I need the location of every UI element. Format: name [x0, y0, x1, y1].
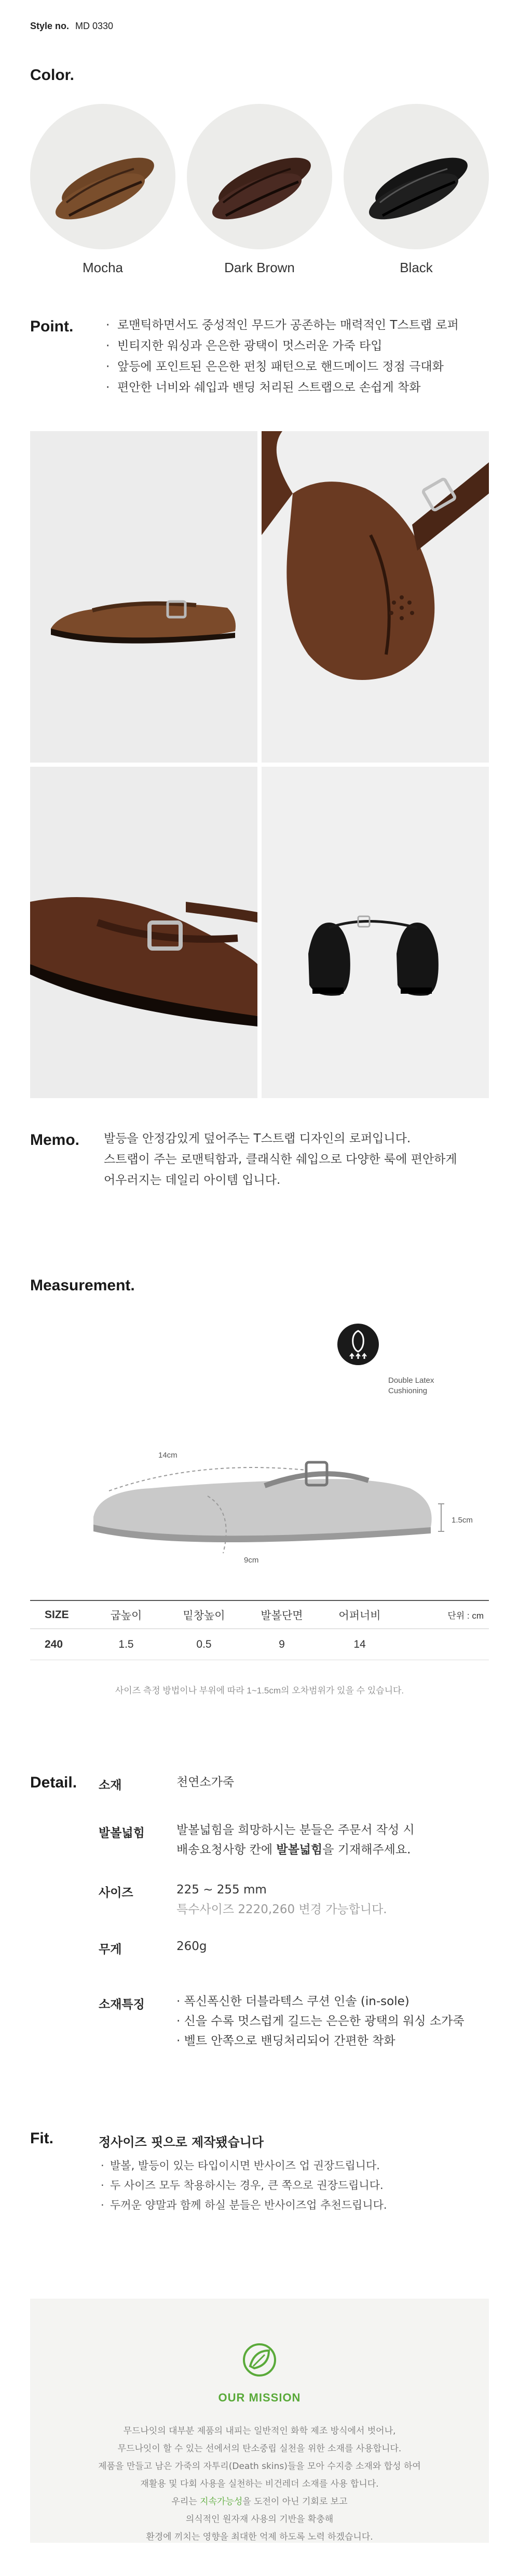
cell-sole-height: 0.5 — [196, 1638, 212, 1650]
point-list — [104, 315, 459, 398]
cell-ball-width: 9 — [279, 1638, 285, 1650]
mission-title: OUR MISSION — [218, 2391, 301, 2404]
measurement-section-title: Measurement. — [30, 1277, 135, 1294]
detail-feature-list — [176, 1992, 465, 2051]
cell-heel-height: 1.5 — [118, 1638, 134, 1650]
mission-line: 재활용 및 다회 사용을 실천하는 비건레더 소재를 사용 합니다. — [140, 2479, 379, 2489]
table-row — [30, 1629, 489, 1660]
point-item: · 편안한 너비와 쉐입과 밴딩 처리된 스트랩으로 손쉽게 착화 — [104, 377, 459, 398]
swatch-name-mocha: Mocha — [82, 260, 124, 275]
color-section-title: Color. — [30, 66, 75, 84]
header-size: SIZE — [45, 1608, 69, 1621]
loafer-mocha-image — [30, 104, 175, 249]
swatch-dark-brown — [187, 104, 332, 249]
detail-feature-item: · 신을 수록 멋스럽게 길드는 은은한 광택의 워싱 소가죽 — [176, 2014, 465, 2028]
memo-section-title: Memo. — [30, 1131, 80, 1149]
fit-item: · 두꺼운 양말과 함께 하실 분들은 반사이즈업 추천드립니다. — [99, 2195, 387, 2215]
memo-line: 스트랩이 주는 로맨틱함과, 클래식한 쉐입으로 다양한 룩에 편안하게 — [104, 1153, 457, 1166]
measurement-note: 사이즈 측정 방법이나 부위에 따라 1~1.5cm의 오차범위가 있을 수 있습니다. — [115, 1686, 404, 1696]
detail-size-value — [176, 1880, 387, 1919]
fit-list — [99, 2156, 387, 2215]
mission-line: 우리는 지속가능성을 도전이 아닌 기회로 보고 — [171, 2497, 348, 2507]
mission-line: 환경에 끼치는 영향을 최대한 억제 하도록 노력 하겠습니다. — [146, 2532, 373, 2542]
photo-side-view — [30, 431, 257, 763]
detail-wide-line-1: 발볼넓힘을 희망하시는 분들은 주문서 작성 시 — [176, 1823, 415, 1837]
fit-section-title: Fit. — [30, 2130, 53, 2147]
detail-size-range: 225 ~ 255 mm — [176, 1883, 267, 1897]
header-heel-height: 굽높이 — [110, 1609, 142, 1622]
swatch-name-black: Black — [400, 260, 433, 275]
mission-line: 무드나잇이 할 수 있는 선에서의 탄소중립 실천을 위한 소재를 사용합니다. — [117, 2444, 402, 2454]
detail-wide-value — [176, 1820, 415, 1860]
header-unit: 단위 : cm — [447, 1611, 484, 1621]
cell-size: 240 — [45, 1638, 63, 1650]
fit-headline: 정사이즈 핏으로 제작됐습니다 — [99, 2135, 264, 2150]
cushion-label-line-1: Double Latex — [388, 1376, 434, 1385]
detail-feature-item: · 폭신폭신한 더블라텍스 쿠션 인솔 (in-sole) — [176, 1995, 409, 2008]
header-sole-height: 밑창높이 — [183, 1609, 225, 1622]
fit-item: · 두 사이즈 모두 착용하시는 경우, 큰 쪽으로 권장드립니다. — [99, 2175, 387, 2195]
table-header — [30, 1600, 489, 1629]
detail-material-value: 천연소가죽 — [176, 1776, 235, 1789]
detail-wide-line-2: 배송요청사항 칸에 발볼넓힘을 기재해주세요. — [176, 1843, 411, 1857]
mission-line: 제품을 만들고 남은 가죽의 자투리(Death skins)들을 모아 수지층 소재와 합성 하여 — [98, 2461, 421, 2472]
mission-box — [30, 2299, 489, 2543]
photo-buckle-closeup — [30, 767, 257, 1098]
mission-line: 의식적인 원자재 사용의 기반을 확충해 — [185, 2514, 334, 2525]
loafer-dark-brown-image — [187, 104, 332, 249]
detail-section-title: Detail. — [30, 1774, 77, 1791]
leaf-globe-icon — [239, 2339, 280, 2381]
cushion-label — [388, 1376, 434, 1396]
photo-back-view — [262, 767, 489, 1098]
detail-weight-key: 무게 — [99, 1942, 122, 1956]
detail-size-special: 특수사이즈 2220,260 변경 가능합니다. — [176, 1903, 387, 1916]
style-number — [30, 21, 113, 32]
swatch-name-dark-brown: Dark Brown — [224, 260, 295, 275]
detail-size-key: 사이즈 — [99, 1886, 133, 1899]
style-number-value: MD 0330 — [75, 21, 114, 31]
cell-upper-width: 14 — [353, 1638, 366, 1650]
detail-feature-item: · 벨트 안쪽으로 밴딩처리되어 간편한 착화 — [176, 2034, 395, 2048]
measurement-table — [30, 1600, 489, 1660]
point-section-title: Point. — [30, 318, 74, 335]
memo-body — [104, 1128, 457, 1191]
dim-length-label: 14cm — [158, 1451, 177, 1460]
detail-weight-value: 260g — [176, 1940, 207, 1953]
swatch-black — [344, 104, 489, 249]
loafer-black-image — [344, 104, 489, 249]
cushion-icon — [337, 1324, 379, 1365]
detail-material-key: 소재 — [99, 1778, 122, 1792]
fit-item: · 발볼, 발등이 있는 타입이시면 반사이즈 업 권장드립니다. — [99, 2156, 387, 2175]
memo-line: 어우러지는 데일리 아이템 입니다. — [104, 1173, 281, 1187]
style-number-label: Style no. — [30, 21, 70, 31]
measurement-shoe-illustration — [78, 1397, 452, 1558]
point-item: · 앞등에 포인트된 은은한 펀칭 패턴으로 핸드메이드 정점 극대화 — [104, 356, 459, 377]
mission-text — [30, 2422, 489, 2546]
header-upper-width: 어퍼너비 — [338, 1609, 381, 1622]
detail-feature-key: 소재특징 — [99, 1997, 145, 2011]
point-item: · 빈티지한 워싱과 은은한 광택이 멋스러운 가죽 타입 — [104, 336, 459, 356]
dim-heel-label: 1.5cm — [452, 1516, 473, 1525]
photo-top-detail — [262, 431, 489, 763]
cushion-label-line-2: Cushioning — [388, 1386, 428, 1395]
dim-width-label: 9cm — [244, 1556, 259, 1565]
memo-line: 발등을 안정감있게 덮어주는 T스트랩 디자인의 로퍼입니다. — [104, 1132, 411, 1145]
detail-wide-key: 발볼넓힘 — [99, 1826, 145, 1839]
mission-line: 무드나잇의 대부분 제품의 내피는 일반적인 화학 제조 방식에서 벗어나, — [123, 2426, 396, 2436]
point-item: · 로맨틱하면서도 중성적인 무드가 공존하는 매력적인 T스트랩 로퍼 — [104, 315, 459, 336]
header-ball-width: 발볼단면 — [261, 1609, 303, 1622]
swatch-mocha — [30, 104, 175, 249]
